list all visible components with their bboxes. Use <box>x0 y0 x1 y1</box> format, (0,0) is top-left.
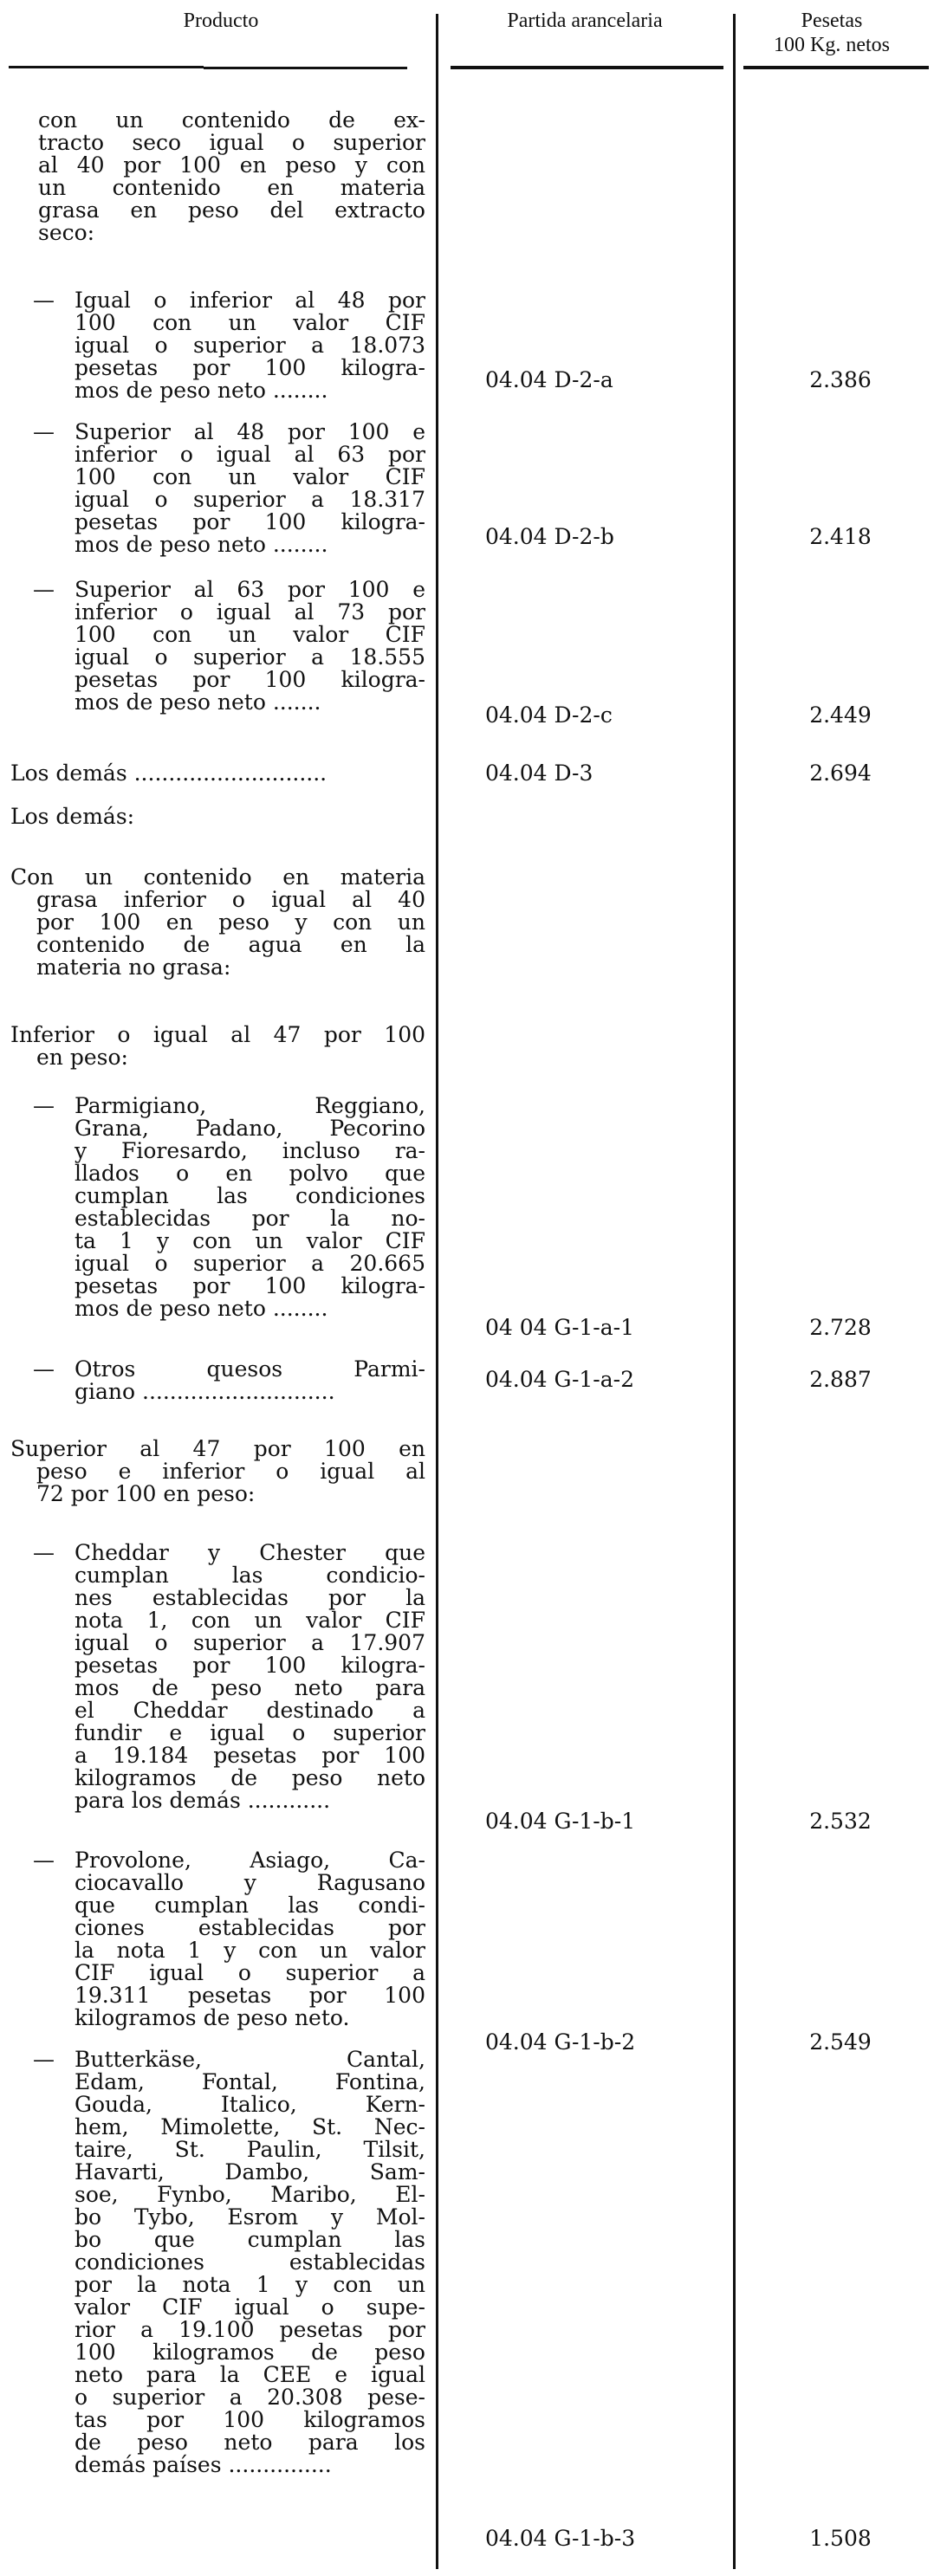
product-description-g1b1 <box>33 1540 425 1813</box>
tariff-code: 04.04 G-1-b-3 <box>485 2526 636 2551</box>
product-description-g1a2 <box>33 1356 425 1404</box>
price-value: 2.386 <box>809 367 872 392</box>
description-line: neto para la CEE e igual <box>75 2362 425 2387</box>
description-line: ta 1 y con un valor CIF <box>75 1228 425 1253</box>
description-line: CIF igual o superior a <box>75 1960 425 1985</box>
description-line: y Fioresardo, incluso ra- <box>75 1138 425 1163</box>
tariff-code: 04.04 D-2-b <box>485 524 614 549</box>
product-description-d2b <box>33 419 425 557</box>
description-line: igual o superior a 18.073 <box>75 333 425 358</box>
em-dash-bullet: — <box>33 2047 55 2072</box>
description-line: Parmigiano, Reggiano, <box>75 1093 425 1118</box>
tariff-code: 04.04 G-1-b-1 <box>485 1809 636 1834</box>
description-line: la nota 1 y con un valor <box>75 1938 425 1963</box>
description-line: pesetas por 100 kilogra- <box>75 509 425 534</box>
description-line: 100 con un valor CIF <box>75 622 425 647</box>
description-line: Cheddar y Chester que <box>75 1540 425 1565</box>
description-line: mos de peso neto ........ <box>75 532 328 557</box>
description-line: a 19.184 pesetas por 100 <box>75 1743 425 1768</box>
price-value: 1.508 <box>809 2526 872 2551</box>
product-description-g_intro <box>10 866 425 979</box>
description-line: igual o superior a 17.907 <box>75 1630 425 1655</box>
description-line: por 100 en peso y con un <box>36 909 425 935</box>
description-line: Superior al 48 por 100 e <box>75 419 425 444</box>
description-line: fundir e igual o superior <box>75 1720 425 1745</box>
description-line: establecidas por la no- <box>75 1206 425 1231</box>
description-line: kilogramos de peso neto <box>75 1765 425 1790</box>
em-dash-bullet: — <box>33 1093 55 1118</box>
description-line: seco: <box>38 220 95 245</box>
product-description-g1b2 <box>33 1848 425 2030</box>
description-line: valor CIF igual o supe- <box>75 2294 425 2320</box>
product-description-d3 <box>10 762 425 785</box>
description-line: kilogramos de peso neto. <box>75 2005 350 2030</box>
description-line: con un contenido de ex- <box>38 107 425 133</box>
description-line: demás países ............... <box>75 2452 332 2477</box>
description-line: el Cheddar destinado a <box>75 1698 425 1723</box>
description-line: materia no grasa: <box>36 955 231 980</box>
description-line: igual o superior a 18.555 <box>75 644 425 670</box>
description-line: que cumplan las condi- <box>75 1893 425 1918</box>
description-line: pesetas por 100 kilogra- <box>75 355 425 380</box>
description-line: un contenido en materia <box>38 175 425 200</box>
description-line: Inferior o igual al 47 por 100 <box>10 1022 425 1047</box>
description-line: bo Tybo, Esrom y Mol- <box>75 2204 425 2230</box>
description-line: para los demás ............ <box>75 1788 331 1813</box>
description-line: 100 con un valor CIF <box>75 310 425 335</box>
tariff-code: 04.04 G-1-a-2 <box>485 1367 635 1392</box>
column-divider-right <box>733 14 736 2569</box>
product-description-g1a1 <box>33 1093 425 1321</box>
description-line: nes establecidas por la <box>75 1585 425 1610</box>
em-dash-bullet: — <box>33 288 55 313</box>
description-line: 19.311 pesetas por 100 <box>75 1983 425 2008</box>
description-line: ciones establecidas por <box>75 1915 425 1940</box>
product-description-d2a <box>33 288 425 403</box>
description-line: inferior o igual al 73 por <box>75 599 425 625</box>
product-description-g1a_intro <box>10 1024 425 1069</box>
description-line: rior a 19.100 pesetas por <box>75 2317 425 2342</box>
description-line: soe, Fynbo, Maribo, El- <box>75 2182 425 2207</box>
column-header-pesetas <box>736 9 927 57</box>
price-value: 2.549 <box>809 2029 872 2055</box>
description-line: Otros quesos Parmi- <box>75 1356 425 1382</box>
em-dash-bullet: — <box>33 1356 55 1382</box>
description-line: Butterkäse, Cantal, <box>75 2047 425 2072</box>
product-description-g1b_intro <box>10 1438 425 1505</box>
price-value: 2.532 <box>809 1809 872 1834</box>
description-line: Los demás: <box>10 804 135 829</box>
description-line: taire, St. Paulin, Tilsit, <box>75 2137 425 2162</box>
price-value: 2.694 <box>809 761 872 786</box>
description-line: cumplan las condicio- <box>75 1563 425 1588</box>
description-line: cumplan las condiciones <box>75 1183 425 1208</box>
price-value: 2.887 <box>809 1367 872 1392</box>
description-line: 72 por 100 en peso: <box>36 1481 256 1506</box>
price-value: 2.449 <box>809 702 872 728</box>
pesetas-unit-label: 100 Kg. netos <box>774 34 890 56</box>
description-line: Havarti, Dambo, Sam- <box>75 2159 425 2184</box>
description-line: tas por 100 kilogramos <box>75 2407 425 2432</box>
description-line: Superior al 63 por 100 e <box>75 577 425 602</box>
description-line: Grana, Padano, Pecorino <box>75 1116 425 1141</box>
description-line: contenido de agua en la <box>36 932 425 957</box>
column-divider-left <box>436 14 438 2569</box>
description-line: o superior a 20.308 pese- <box>75 2385 425 2410</box>
description-line: grasa en peso del extracto <box>38 197 425 223</box>
description-line: mos de peso neto ........ <box>75 1296 328 1321</box>
em-dash-bullet: — <box>33 577 55 602</box>
description-line: grasa inferior o igual al 40 <box>36 887 425 912</box>
tariff-code: 04.04 D-2-a <box>485 367 613 392</box>
description-line: Edam, Fontal, Fontina, <box>75 2069 425 2094</box>
column-header-partida: Partida arancelaria <box>507 10 663 32</box>
header-rule-pesetas <box>743 66 929 69</box>
product-description-intro <box>38 109 425 244</box>
description-line: mos de peso neto ....... <box>75 689 321 715</box>
description-line: nota 1, con un valor CIF <box>75 1608 425 1633</box>
description-line: peso e inferior o igual al <box>36 1459 425 1484</box>
description-line: Superior al 47 por 100 en <box>10 1436 425 1461</box>
description-line: Gouda, Italico, Kern- <box>75 2092 425 2117</box>
description-line: inferior o igual al 63 por <box>75 442 425 467</box>
product-description-losdemas <box>10 806 425 828</box>
description-line: Con un contenido en materia <box>10 864 425 890</box>
description-line: pesetas por 100 kilogra- <box>75 667 425 692</box>
description-line: giano ............................ <box>75 1379 335 1404</box>
description-line: tracto seco igual o superior <box>38 130 425 155</box>
tariff-code: 04.04 G-1-b-2 <box>485 2029 636 2055</box>
tariff-code: 04.04 D-2-c <box>485 702 613 728</box>
tariff-code: 04 04 G-1-a-1 <box>485 1315 635 1340</box>
header-rule-partida-col <box>451 66 723 69</box>
description-line: igual o superior a 20.665 <box>75 1251 425 1276</box>
column-header-producto: Producto <box>183 10 259 32</box>
description-line: igual o superior a 18.317 <box>75 487 425 512</box>
description-line: ciocavallo y Ragusano <box>75 1870 425 1895</box>
header-rule-producto-right <box>204 67 407 69</box>
description-line: por la nota 1 y con un <box>75 2272 425 2297</box>
em-dash-bullet: — <box>33 419 55 444</box>
description-line: mos de peso neto ........ <box>75 378 328 403</box>
description-line: en peso: <box>36 1045 128 1070</box>
header-rule-producto <box>9 66 204 68</box>
description-line: Provolone, Asiago, Ca- <box>75 1848 425 1873</box>
em-dash-bullet: — <box>33 1848 55 1873</box>
description-line: llados o en polvo que <box>75 1161 425 1186</box>
description-line: al 40 por 100 en peso y con <box>38 152 425 178</box>
description-line: bo que cumplan las <box>75 2227 425 2252</box>
description-line: pesetas por 100 kilogra- <box>75 1273 425 1298</box>
description-line: hem, Mimolette, St. Nec- <box>75 2114 425 2139</box>
product-description-g1b3 <box>33 2047 425 2477</box>
product-description-d2c <box>33 577 425 715</box>
description-line: pesetas por 100 kilogra- <box>75 1653 425 1678</box>
description-line: de peso neto para los <box>75 2430 425 2455</box>
pesetas-label: Pesetas <box>801 10 863 32</box>
description-line: Los demás ............................ <box>10 761 328 786</box>
price-value: 2.418 <box>809 524 872 549</box>
price-value: 2.728 <box>809 1315 872 1340</box>
tariff-code: 04.04 D-3 <box>485 761 593 786</box>
description-line: Igual o inferior al 48 por <box>75 288 425 313</box>
description-line: 100 kilogramos de peso <box>75 2340 425 2365</box>
description-line: condiciones establecidas <box>75 2249 425 2275</box>
description-line: 100 con un valor CIF <box>75 464 425 489</box>
description-line: mos de peso neto para <box>75 1675 425 1700</box>
em-dash-bullet: — <box>33 1540 55 1565</box>
